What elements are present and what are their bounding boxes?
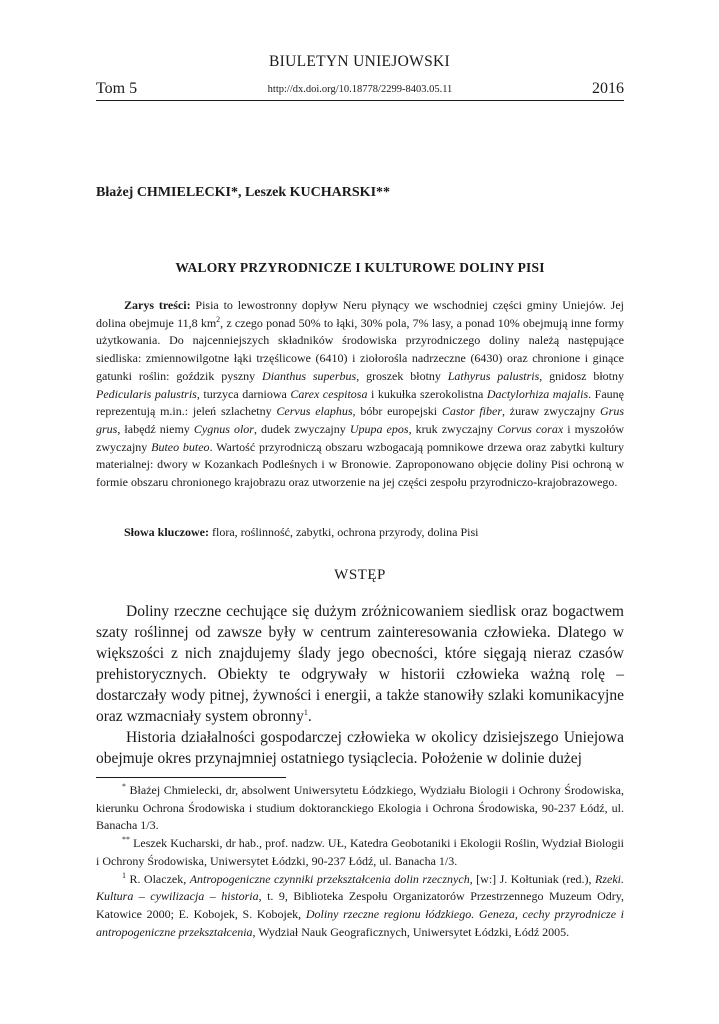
citation-title: Rzeki. Kultura – cywilizacja – historia bbox=[96, 871, 625, 904]
doi-link[interactable]: http://dx.doi.org/10.18778/2299-8403.05.11 bbox=[267, 84, 453, 95]
authors bbox=[96, 185, 390, 201]
footnote-text: Leszek Kucharski, dr hab., prof. nadzw. UŁ, Katedra Geobotaniki i Ekologii Roślin, Wydział Biologii i Ochrony Środowiska, Uniwersytet Łódzki, 90-237 Łódź, ul. Banacha 1/3. bbox=[96, 836, 624, 868]
abstract-text: , kruk zwyczajny bbox=[408, 421, 498, 436]
abstract-text: , żuraw zwyczajny bbox=[502, 404, 600, 419]
abstract-text: , groszek błotny bbox=[356, 368, 448, 383]
author-1: Błażej CHMIELECKI* bbox=[96, 185, 238, 200]
footnote-text: , t. 9, Biblioteka Zespołu Organizatorów Przestrzennego Muzeum Odry, Katowice 2000; E. Kobojek, S. Kobojek, bbox=[96, 889, 624, 921]
abstract-text: i myszołów zwyczajny bbox=[96, 421, 624, 454]
footnote-mark: * bbox=[122, 782, 126, 791]
species-name: Grus grus bbox=[96, 404, 625, 436]
species-name: Buteo buteo bbox=[151, 439, 210, 454]
species-name: Lathyrus palustris bbox=[447, 368, 540, 383]
section-heading: WSTĘP bbox=[334, 567, 386, 583]
abstract-label: Zarys treści: bbox=[124, 298, 191, 312]
abstract-text: . Faunę reprezentują m.in.: jeleń szlachetny bbox=[96, 386, 625, 419]
species-name: Cervus elaphus bbox=[276, 404, 353, 419]
volume-label: Tom 5 bbox=[96, 80, 138, 97]
footnote bbox=[96, 782, 624, 835]
footnote bbox=[96, 835, 624, 870]
abstract-text: , turzyca darniowa bbox=[196, 386, 291, 401]
species-name: Upupa epos bbox=[349, 421, 409, 436]
footnote-text: , Wydział Nauk Geograficznych, Uniwersytet Łódzki, Łódź 2005. bbox=[252, 924, 570, 939]
abstract-text: i kukułka szerokolistna bbox=[367, 386, 487, 401]
footnote-text: R. Olaczek, bbox=[126, 871, 190, 886]
abstract-text: , dudek zwyczajny bbox=[253, 421, 350, 436]
abstract bbox=[96, 297, 624, 492]
species-name: Pedicularis palustris bbox=[96, 386, 197, 401]
species-name: Carex cespitosa bbox=[290, 386, 368, 401]
footnote-text: , [w:] J. Kołtuniak (red.), bbox=[469, 871, 596, 886]
footnote-ref[interactable]: 1 bbox=[303, 707, 308, 717]
year-label: 2016 bbox=[592, 80, 624, 97]
footnote bbox=[96, 871, 624, 942]
species-name: Dactylorhiza majalis bbox=[486, 386, 589, 401]
footnotes bbox=[96, 782, 624, 941]
header-row bbox=[96, 80, 624, 100]
abstract-text: , gnidosz błotny bbox=[539, 368, 624, 383]
keywords-text: flora, roślinność, zabytki, ochrona przyrody, dolina Pisi bbox=[209, 525, 479, 539]
body-text-run: . bbox=[307, 708, 312, 725]
species-name: Dianthus superbus bbox=[262, 368, 357, 383]
abstract-text: . Wartość przyrodniczą obszaru wzbogacają pomnikowe drzewa oraz zabytki kultury materialnej: dwory w Kozankach Podleśnych i w Bronowie. Zaproponowano objęcie doliny Pisi ochroną w formie obszaru chronionego krajobrazu oraz utworzenie na jej części zespołu przyrodniczo-krajobrazowego. bbox=[96, 439, 624, 490]
footnote-mark: ** bbox=[122, 835, 130, 845]
abstract-text: , bóbr europejski bbox=[352, 404, 442, 419]
body-paragraph: Historia działalności gospodarczej człowieka w okolicy dzisiejszego Uniejowa obejmuje okres przynajmniej ostatniego tysiąclecia. Położenie w dolinie dużej bbox=[96, 729, 624, 767]
footnote-text: Błażej Chmielecki, dr, absolwent Uniwersytetu Łódzkiego, Wydziału Biologii i Ochrony Środowiska, kierunku Ochrona Środowiska i studium doktoranckiego Ekologia i Ochrona Środowiska, 90-237 Łódź, ul. Banacha 1/3. bbox=[96, 783, 624, 833]
species-name: Castor fiber bbox=[441, 404, 503, 419]
abstract-text: , łabędź niemy bbox=[117, 421, 194, 436]
journal-title: BIULETYN UNIEJOWSKI bbox=[269, 53, 450, 70]
body-paragraph bbox=[96, 601, 624, 727]
body-text bbox=[96, 601, 624, 769]
species-name: Corvus corax bbox=[497, 421, 564, 436]
footnote-mark: 1 bbox=[122, 870, 126, 880]
keywords bbox=[96, 525, 624, 540]
paper-title: WALORY PRZYRODNICZE I KULTUROWE DOLINY PISI bbox=[175, 260, 545, 275]
author-2: Leszek KUCHARSKI** bbox=[244, 185, 391, 200]
abstract-text: , z czego ponad 50% to łąki, 30% pola, 7% lasy, a ponad 10% obejmują inne formy użytkowania. Do najcenniejszych składników środowiska przyrodniczego doliny należą następujące siedliska: zmiennowilgotne łąki trzęślicowe (6410) i ziołorośla nadrzeczne (6430) oraz chronione i ginące gatunki roślin: goździk pyszny bbox=[96, 315, 624, 383]
species-name: Cygnus olor bbox=[193, 421, 254, 436]
keywords-label: Słowa kluczowe: bbox=[124, 525, 209, 539]
header-rule bbox=[96, 100, 624, 101]
abstract-sup: 2 bbox=[216, 314, 221, 324]
citation-title: Antropogeniczne czynniki przekształcenia dolin rzecznych bbox=[189, 871, 470, 886]
author-separator: , bbox=[237, 185, 245, 200]
footnote-rule bbox=[96, 777, 286, 778]
citation-title: Doliny rzeczne regionu łódzkiego. Geneza, cechy przyrodnicze i antropogeniczne przekształcenia bbox=[96, 906, 624, 939]
body-text-run: Doliny rzeczne cechujące się dużym zróżnicowaniem siedlisk oraz bogactwem szaty roślinnej od zawsze były w centrum zainteresowania człowieka. Dlatego w większości z nich znajdujemy ślady jego obecności, które sięgają nieraz czasów prehistorycznych. Obiekty te odgrywały w historii człowieka ważną rolę – dostarczały wody pitnej, żywności i energii, a także stanowiły szlaki komunikacyjne oraz wzmacniały system obronny bbox=[96, 603, 624, 725]
abstract-text: Pisia to lewostronny dopływ Neru płynący we wschodniej części gminy Uniejów. Jej dolina obejmuje 11,8 km bbox=[96, 298, 624, 330]
